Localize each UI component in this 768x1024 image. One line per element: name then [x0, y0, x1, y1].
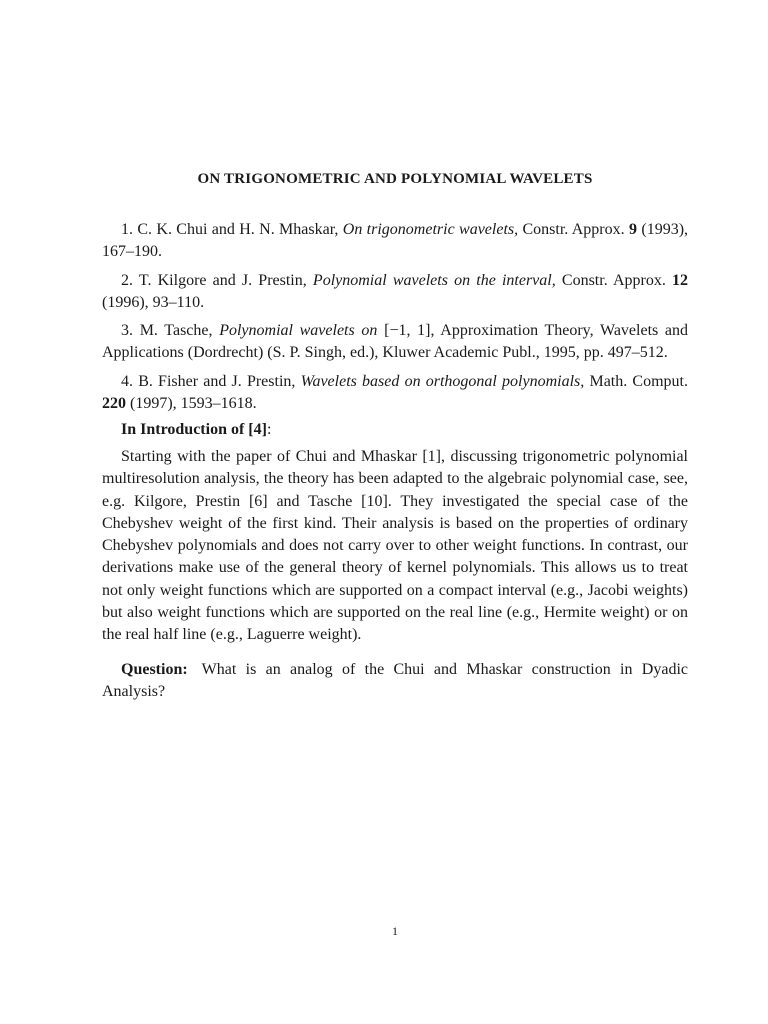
reference-volume: 220 — [102, 395, 126, 413]
reference-item — [102, 270, 688, 315]
question-text: What is an analog of the Chui and Mhaskar construction in Dyadic Analysis? — [102, 661, 688, 701]
reference-title: Polynomial wavelets on — [219, 322, 378, 340]
reference-authors: T. Kilgore and J. Prestin, — [138, 271, 307, 289]
reference-number: 1. — [121, 221, 133, 238]
document-title: ON TRIGONOMETRIC AND POLYNOMIAL WAVELETS — [197, 171, 593, 187]
question-paragraph — [102, 659, 688, 704]
reference-title: Polynomial wavelets on the interval, — [312, 271, 556, 289]
reference-journal: Math. Comput. — [589, 372, 688, 390]
reference-number: 4. — [121, 372, 133, 390]
reference-list — [102, 219, 688, 421]
intro-section — [102, 446, 688, 647]
reference-authors: M. Tasche, — [139, 322, 213, 340]
reference-authors: C. K. Chui and H. N. Mhaskar, — [137, 221, 339, 238]
section-heading-text: In Introduction of [4] — [121, 421, 267, 438]
reference-item — [102, 320, 688, 365]
intro-paragraph: Starting with the paper of Chui and Mhaskar [1], discussing trigonometric polynomial multiresolution analysis, the theory has been adapted to the algebraic polynomial case, see, e.g. Kilgore, Prestin [6] and Tasche [10]. They investigated the special case of the Chebyshev weight of the first kind. Their analysis is based on the properties of ordinary Chebyshev polynomials and does not carry over to other weight functions. In contrast, our derivations make use of the general theory of kernel polynomials. This allows us to treat not only weight functions which are supported on a compact interval (e.g., Jacobi weights) but also weight functions which are supported on the real line (e.g., Hermite weight) or on the real half line (e.g., Laguerre weight). — [102, 448, 688, 644]
reference-title: On trigonometric wavelets, — [342, 221, 519, 238]
reference-journal: Constr. Approx. — [522, 221, 625, 238]
reference-authors: B. Fisher and J. Prestin, — [138, 372, 296, 390]
document-page — [102, 0, 688, 1024]
section-heading-colon: : — [266, 421, 272, 438]
reference-volume: 9 — [629, 221, 637, 238]
reference-title: Wavelets based on orthogonal polynomials, — [300, 372, 585, 390]
reference-details: Approximation Theory, Wavelets and Applications (Dordrecht) (S. P. Singh, ed.), Kluwer Academic Publ., 1995, pp. 497–512. — [102, 322, 689, 362]
reference-number: 3. — [121, 322, 133, 340]
reference-volume: 12 — [672, 271, 689, 289]
reference-journal: Constr. Approx. — [561, 271, 666, 289]
reference-details: (1997), 1593–1618. — [130, 395, 257, 413]
question-section — [102, 659, 688, 704]
reference-item — [102, 371, 688, 416]
page-number: 1 — [392, 924, 398, 938]
reference-details: (1996), 93–110. — [102, 293, 205, 311]
reference-item — [102, 219, 688, 264]
reference-details: (1993), 167–190. — [102, 221, 689, 261]
reference-interval: [−1, 1], — [384, 322, 435, 340]
question-label: Question: — [121, 661, 188, 678]
section-heading — [121, 421, 271, 439]
reference-number: 2. — [121, 271, 133, 289]
